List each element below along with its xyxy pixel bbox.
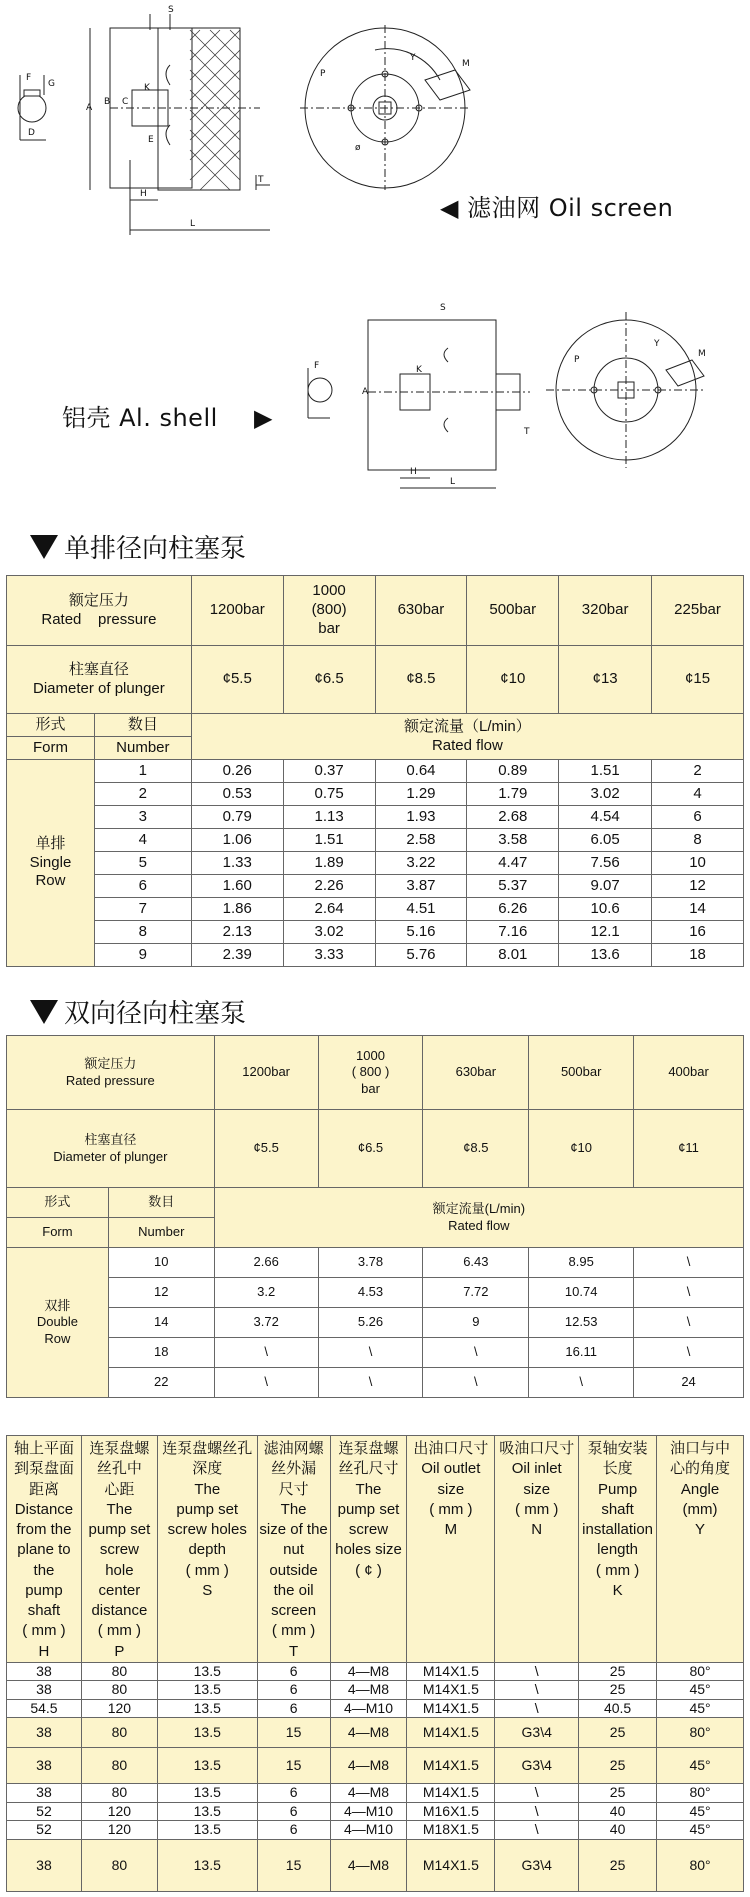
diameter-cell: ¢8.5	[375, 646, 467, 714]
table-cell: 3.22	[375, 852, 467, 875]
pressure-cell: 500bar	[529, 1036, 634, 1110]
table-cell: \	[423, 1368, 529, 1398]
pressure-cell: 1000 ( 800 ) bar	[318, 1036, 423, 1110]
rated-pressure-en: Rated pressure	[41, 610, 157, 628]
table-cell: 7	[94, 898, 191, 921]
rated-pressure-cn-2: 额定压力	[84, 1056, 137, 1072]
table-row	[7, 783, 744, 806]
table-cell: 6.26	[467, 898, 559, 921]
table-cell: 40	[579, 1802, 657, 1821]
pressure-cell: 630bar	[375, 576, 467, 646]
table-cell: 10.74	[529, 1278, 634, 1308]
table-cell: 8.95	[529, 1248, 634, 1278]
header-n: 吸油口尺寸 Oil inlet size ( mm ) N	[495, 1436, 579, 1663]
label-a-2: A	[362, 387, 369, 397]
section2-title	[30, 993, 246, 1030]
table-row	[7, 944, 744, 967]
label-c: C	[122, 97, 129, 107]
header-m: 出油口尺寸 Oil outlet size ( mm ) M	[407, 1436, 495, 1663]
table-cell: 16.11	[529, 1338, 634, 1368]
form-en-cell-2: Form	[7, 1218, 109, 1248]
triangle-down-icon	[30, 535, 58, 559]
label-e: E	[148, 135, 154, 145]
oil-screen-caption	[440, 188, 673, 223]
rated-pressure-cn: 额定压力	[68, 591, 129, 609]
plunger-diameter-en: Diameter of plunger	[33, 679, 165, 697]
table-cell: 7.72	[423, 1278, 529, 1308]
rated-pressure-header	[7, 576, 192, 646]
table-cell: 120	[81, 1821, 157, 1840]
table-cell: \	[495, 1784, 579, 1803]
label-l-2: L	[450, 477, 456, 487]
table-cell: 4—M8	[330, 1784, 407, 1803]
table-cell: M16X1.5	[407, 1802, 495, 1821]
table-cell: 1.29	[375, 783, 467, 806]
table-row	[7, 1278, 744, 1308]
table-cell: 80	[81, 1681, 157, 1700]
rated-pressure-header-2	[7, 1036, 215, 1110]
table-cell: 8.01	[467, 944, 559, 967]
table-cell: 6	[257, 1821, 330, 1840]
table-cell: M14X1.5	[407, 1748, 495, 1784]
table-cell: 6	[652, 806, 744, 829]
table-cell: \	[495, 1662, 579, 1681]
table-cell: 0.75	[283, 783, 375, 806]
table-cell: \	[495, 1821, 579, 1840]
table-cell: 45°	[657, 1821, 744, 1840]
table-cell: 3.78	[318, 1248, 423, 1278]
rated-flow-header-2	[214, 1188, 743, 1248]
table-cell: 15	[257, 1839, 330, 1891]
table-cell: 16	[652, 921, 744, 944]
table-cell: 13.5	[157, 1839, 257, 1891]
table-cell: 13.6	[559, 944, 652, 967]
header-k: 泵轴安装 长度 Pump shaft installation length ( mm ) K	[579, 1436, 657, 1663]
table-cell: 12	[108, 1278, 214, 1308]
table-cell: 3.33	[283, 944, 375, 967]
table-cell: 13.5	[157, 1681, 257, 1700]
table-cell: 3.72	[214, 1308, 318, 1338]
table-cell: M14X1.5	[407, 1662, 495, 1681]
table-cell: 18	[652, 944, 744, 967]
table-cell: 2.39	[191, 944, 283, 967]
diameter-cell: ¢5.5	[191, 646, 283, 714]
table-cell: 0.53	[191, 783, 283, 806]
label-p: P	[320, 69, 326, 79]
header-h: 轴上平面 到泵盘面 距离 Distance from the plane to the pump shaft ( mm ) H	[7, 1436, 82, 1663]
table-cell: 80	[81, 1839, 157, 1891]
table-cell: 8	[652, 829, 744, 852]
label-f: F	[26, 73, 32, 83]
table-cell: 4—M8	[330, 1681, 407, 1700]
diameter-cell: ¢11	[634, 1110, 744, 1188]
header-t: 滤油网螺 丝外漏 尺寸 The size of the nut outside the oil screen ( mm ) T	[257, 1436, 330, 1663]
rated-flow-cn: 额定流量（L/min）	[404, 717, 531, 735]
table-row	[7, 898, 744, 921]
table-cell: 4.53	[318, 1278, 423, 1308]
table-cell: 2.13	[191, 921, 283, 944]
table-cell: 5.16	[375, 921, 467, 944]
table-cell: 4—M8	[330, 1839, 407, 1891]
diameter-cell: ¢6.5	[283, 646, 375, 714]
label-y: Y	[410, 53, 416, 63]
table-row	[7, 829, 744, 852]
table-cell: 0.79	[191, 806, 283, 829]
section1-title	[30, 528, 246, 565]
table-cell: 13.5	[157, 1821, 257, 1840]
table-row	[7, 1699, 744, 1718]
table-cell: 6	[257, 1681, 330, 1700]
section2-title-text: 双向径向柱塞泵	[64, 999, 247, 1029]
pressure-cell: 320bar	[559, 576, 652, 646]
single-row-type-cell: 单排 Single Row	[7, 760, 95, 967]
table-cell: 38	[7, 1662, 82, 1681]
table-cell: \	[214, 1368, 318, 1398]
table-cell: \	[318, 1368, 423, 1398]
label-m-2: M	[698, 349, 706, 359]
table-cell: 4—M10	[330, 1821, 407, 1840]
form-cn-cell-2: 形式	[7, 1188, 109, 1218]
table-cell: 40.5	[579, 1699, 657, 1718]
table-cell: 4.54	[559, 806, 652, 829]
table-row	[7, 1784, 744, 1803]
table-cell: 120	[81, 1802, 157, 1821]
table-cell: 6	[257, 1662, 330, 1681]
table-cell: 6.43	[423, 1248, 529, 1278]
section1-title-text: 单排径向柱塞泵	[64, 534, 247, 564]
table-cell: 45°	[657, 1699, 744, 1718]
diameter-cell: ¢13	[559, 646, 652, 714]
table-row	[7, 921, 744, 944]
double-row-type-cell: 双排 Double Row	[7, 1248, 109, 1398]
table-cell: 80	[81, 1718, 157, 1748]
rated-flow-header	[191, 714, 743, 760]
form-cn-cell: 形式	[7, 714, 95, 737]
table-cell: 80	[81, 1784, 157, 1803]
table-cell: 2.58	[375, 829, 467, 852]
table-cell: 80°	[657, 1718, 744, 1748]
plunger-diameter-cn-2: 柱塞直径	[84, 1132, 137, 1148]
label-k-2: K	[416, 365, 422, 375]
header-p: 连泵盘螺 丝孔中 心距 The pump set screw hole center distance ( mm ) P	[81, 1436, 157, 1663]
label-b: B	[104, 97, 111, 107]
single-row-flow-table	[6, 575, 744, 967]
pressure-cell: 630bar	[423, 1036, 529, 1110]
table-cell: 6	[257, 1802, 330, 1821]
label-s: S	[168, 5, 174, 15]
table-row	[7, 1662, 744, 1681]
table-cell: 13.5	[157, 1748, 257, 1784]
table-cell: \	[634, 1248, 744, 1278]
al-shell-caption-text: 铝壳 Al. shell	[62, 404, 218, 432]
table-cell: G3\4	[495, 1839, 579, 1891]
table-cell: 80°	[657, 1784, 744, 1803]
table-cell: 15	[257, 1718, 330, 1748]
table-cell: 25	[579, 1662, 657, 1681]
pressure-cell: 1200bar	[214, 1036, 318, 1110]
label-a: A	[86, 103, 93, 113]
table-cell: 1.06	[191, 829, 283, 852]
rated-pressure-en-2: Rated pressure	[65, 1072, 155, 1088]
table-cell: 6	[257, 1699, 330, 1718]
table-cell: \	[634, 1278, 744, 1308]
table-cell: 12	[652, 875, 744, 898]
table-row	[7, 1718, 744, 1748]
table-cell: 1.33	[191, 852, 283, 875]
table-cell: 14	[108, 1308, 214, 1338]
table-cell: 4.51	[375, 898, 467, 921]
table-cell: 13.5	[157, 1662, 257, 1681]
table-cell: 13.5	[157, 1784, 257, 1803]
table-cell: 1.79	[467, 783, 559, 806]
table-cell: G3\4	[495, 1748, 579, 1784]
rated-flow-cn-2: 额定流量(L/min)	[432, 1201, 526, 1217]
number-cn-cell-2: 数目	[108, 1188, 214, 1218]
table-cell: 6.05	[559, 829, 652, 852]
diameter-cell: ¢6.5	[318, 1110, 423, 1188]
table-cell: 0.26	[191, 760, 283, 783]
label-l: L	[190, 219, 196, 229]
table-cell: \	[214, 1338, 318, 1368]
header-y: 油口与中 心的角度 Angle (mm) Y	[657, 1436, 744, 1663]
table-cell: 3	[94, 806, 191, 829]
table-cell: 45°	[657, 1748, 744, 1784]
table-cell: 3.2	[214, 1278, 318, 1308]
table-row	[7, 1368, 744, 1398]
table-cell: 1.51	[559, 760, 652, 783]
table-cell: 7.56	[559, 852, 652, 875]
al-shell-caption	[62, 398, 273, 433]
table-cell: 4—M10	[330, 1802, 407, 1821]
table-cell: 1.13	[283, 806, 375, 829]
table-cell: M18X1.5	[407, 1821, 495, 1840]
label-h-2: H	[410, 467, 417, 477]
number-cn-cell: 数目	[94, 714, 191, 737]
header-screw-size: 连泵盘螺 丝孔尺寸 The pump set screw holes size ( ¢ )	[330, 1436, 407, 1663]
table-cell: 1	[94, 760, 191, 783]
table-cell: 25	[579, 1681, 657, 1700]
label-y-2: Y	[654, 339, 660, 349]
table-cell: 15	[257, 1748, 330, 1784]
table-cell: 4	[94, 829, 191, 852]
table-cell: 0.89	[467, 760, 559, 783]
number-en-cell: Number	[94, 737, 191, 760]
table-cell: 4—M10	[330, 1699, 407, 1718]
table-cell: 2	[94, 783, 191, 806]
table-row	[7, 1248, 744, 1278]
plunger-diameter-cn: 柱塞直径	[68, 660, 129, 678]
table-cell: \	[495, 1699, 579, 1718]
table-cell: 5.26	[318, 1308, 423, 1338]
table-cell: 4—M8	[330, 1748, 407, 1784]
table-row	[7, 806, 744, 829]
table-cell: 13.5	[157, 1802, 257, 1821]
table-cell: 4.47	[467, 852, 559, 875]
number-en-cell-2: Number	[108, 1218, 214, 1248]
table-cell: \	[318, 1338, 423, 1368]
table-cell: 25	[579, 1839, 657, 1891]
label-h: H	[140, 189, 147, 199]
table-cell: 5	[94, 852, 191, 875]
label-s-2: S	[440, 303, 446, 313]
table-cell: 1.89	[283, 852, 375, 875]
table-cell: \	[634, 1338, 744, 1368]
table-cell: \	[495, 1681, 579, 1700]
table-cell: 4—M8	[330, 1662, 407, 1681]
dimension-table	[6, 1435, 744, 1892]
table-cell: 6	[94, 875, 191, 898]
table-row	[7, 1338, 744, 1368]
table-cell: 25	[579, 1718, 657, 1748]
header-s: 连泵盘螺丝孔 深度 The pump set screw holes depth ( mm ) S	[157, 1436, 257, 1663]
label-t-2: T	[524, 427, 530, 437]
label-g: G	[48, 79, 55, 89]
label-phi: ø	[355, 143, 361, 153]
right-arrow-icon: ▶	[253, 404, 273, 432]
table-cell: 25	[579, 1784, 657, 1803]
label-p-2: P	[574, 355, 580, 365]
table-cell: 4	[652, 783, 744, 806]
table-cell: M14X1.5	[407, 1718, 495, 1748]
table-row	[7, 1308, 744, 1338]
table-cell: 2.66	[214, 1248, 318, 1278]
table-cell: 9.07	[559, 875, 652, 898]
label-f-2: F	[314, 361, 320, 371]
table-cell: 9	[94, 944, 191, 967]
table-cell: 18	[108, 1338, 214, 1368]
table-cell: 12.53	[529, 1308, 634, 1338]
pressure-cell: 400bar	[634, 1036, 744, 1110]
table-row	[7, 760, 744, 783]
table-cell: 2	[652, 760, 744, 783]
table-cell: 3.02	[283, 921, 375, 944]
table-cell: 52	[7, 1802, 82, 1821]
double-row-flow-table	[6, 1035, 744, 1398]
table-cell: 0.37	[283, 760, 375, 783]
table-cell: 2.64	[283, 898, 375, 921]
table-cell: 80	[81, 1748, 157, 1784]
table-cell: 10.6	[559, 898, 652, 921]
table-row	[7, 1839, 744, 1891]
diameter-cell: ¢10	[467, 646, 559, 714]
table-cell: 1.86	[191, 898, 283, 921]
table-cell: 5.37	[467, 875, 559, 898]
table-cell: 4—M8	[330, 1718, 407, 1748]
table-cell: 13.5	[157, 1699, 257, 1718]
table-cell: 3.58	[467, 829, 559, 852]
table-cell: 12.1	[559, 921, 652, 944]
table-cell: 13.5	[157, 1718, 257, 1748]
table-row	[7, 1802, 744, 1821]
pressure-cell: 225bar	[652, 576, 744, 646]
pressure-cell: 1200bar	[191, 576, 283, 646]
table-cell: 5.76	[375, 944, 467, 967]
table-cell: 2.26	[283, 875, 375, 898]
table-cell: 6	[257, 1784, 330, 1803]
table-cell: 40	[579, 1821, 657, 1840]
table-cell: 80	[81, 1662, 157, 1681]
table-cell: \	[495, 1802, 579, 1821]
form-en-cell: Form	[7, 737, 95, 760]
table-cell: 38	[7, 1839, 82, 1891]
pressure-cell: 500bar	[467, 576, 559, 646]
table-cell: 25	[579, 1748, 657, 1784]
table-cell: 80°	[657, 1662, 744, 1681]
table-row	[7, 1748, 744, 1784]
table-cell: 24	[634, 1368, 744, 1398]
table-row	[7, 875, 744, 898]
table-row	[7, 1681, 744, 1700]
table-cell: 80°	[657, 1839, 744, 1891]
triangle-down-icon	[30, 1000, 58, 1024]
table-cell: 45°	[657, 1802, 744, 1821]
diameter-cell: ¢5.5	[214, 1110, 318, 1188]
table-cell: 8	[94, 921, 191, 944]
table-cell: 1.93	[375, 806, 467, 829]
table-cell: 7.16	[467, 921, 559, 944]
plunger-diameter-header-2	[7, 1110, 215, 1188]
table-cell: 52	[7, 1821, 82, 1840]
left-arrow-icon: ◀	[440, 194, 459, 222]
table-cell: 9	[423, 1308, 529, 1338]
table-cell: G3\4	[495, 1718, 579, 1748]
rated-flow-en: Rated flow	[431, 736, 503, 754]
oil-screen-caption-text: 滤油网 Oil screen	[467, 194, 674, 222]
label-d: D	[28, 128, 35, 138]
table-cell: 38	[7, 1784, 82, 1803]
table-cell: M14X1.5	[407, 1839, 495, 1891]
label-m: M	[462, 59, 470, 69]
plunger-diameter-en-2: Diameter of plunger	[53, 1148, 168, 1164]
table-cell: 14	[652, 898, 744, 921]
table-cell: 38	[7, 1681, 82, 1700]
table-cell: M14X1.5	[407, 1681, 495, 1700]
label-t: T	[258, 175, 264, 185]
table-cell: 10	[652, 852, 744, 875]
plunger-diameter-header	[7, 646, 192, 714]
table-cell: 10	[108, 1248, 214, 1278]
table-cell: M14X1.5	[407, 1784, 495, 1803]
table-cell: 45°	[657, 1681, 744, 1700]
table-cell: 0.64	[375, 760, 467, 783]
table-cell: 3.02	[559, 783, 652, 806]
diameter-cell: ¢15	[652, 646, 744, 714]
diameter-cell: ¢10	[529, 1110, 634, 1188]
table-cell: 1.51	[283, 829, 375, 852]
table-row	[7, 852, 744, 875]
table-cell: 1.60	[191, 875, 283, 898]
table-cell: 3.87	[375, 875, 467, 898]
table-cell: \	[634, 1308, 744, 1338]
table-cell: 54.5	[7, 1699, 82, 1718]
table-cell: \	[423, 1338, 529, 1368]
diameter-cell: ¢8.5	[423, 1110, 529, 1188]
pressure-cell: 1000 (800) bar	[283, 576, 375, 646]
table-cell: 22	[108, 1368, 214, 1398]
table-cell: M14X1.5	[407, 1699, 495, 1718]
table-cell: \	[529, 1368, 634, 1398]
table-cell: 38	[7, 1748, 82, 1784]
table-cell: 2.68	[467, 806, 559, 829]
table-row	[7, 1821, 744, 1840]
rated-flow-en-2: Rated flow	[448, 1217, 510, 1233]
table-cell: 38	[7, 1718, 82, 1748]
table-cell: 120	[81, 1699, 157, 1718]
label-k: K	[144, 83, 150, 93]
